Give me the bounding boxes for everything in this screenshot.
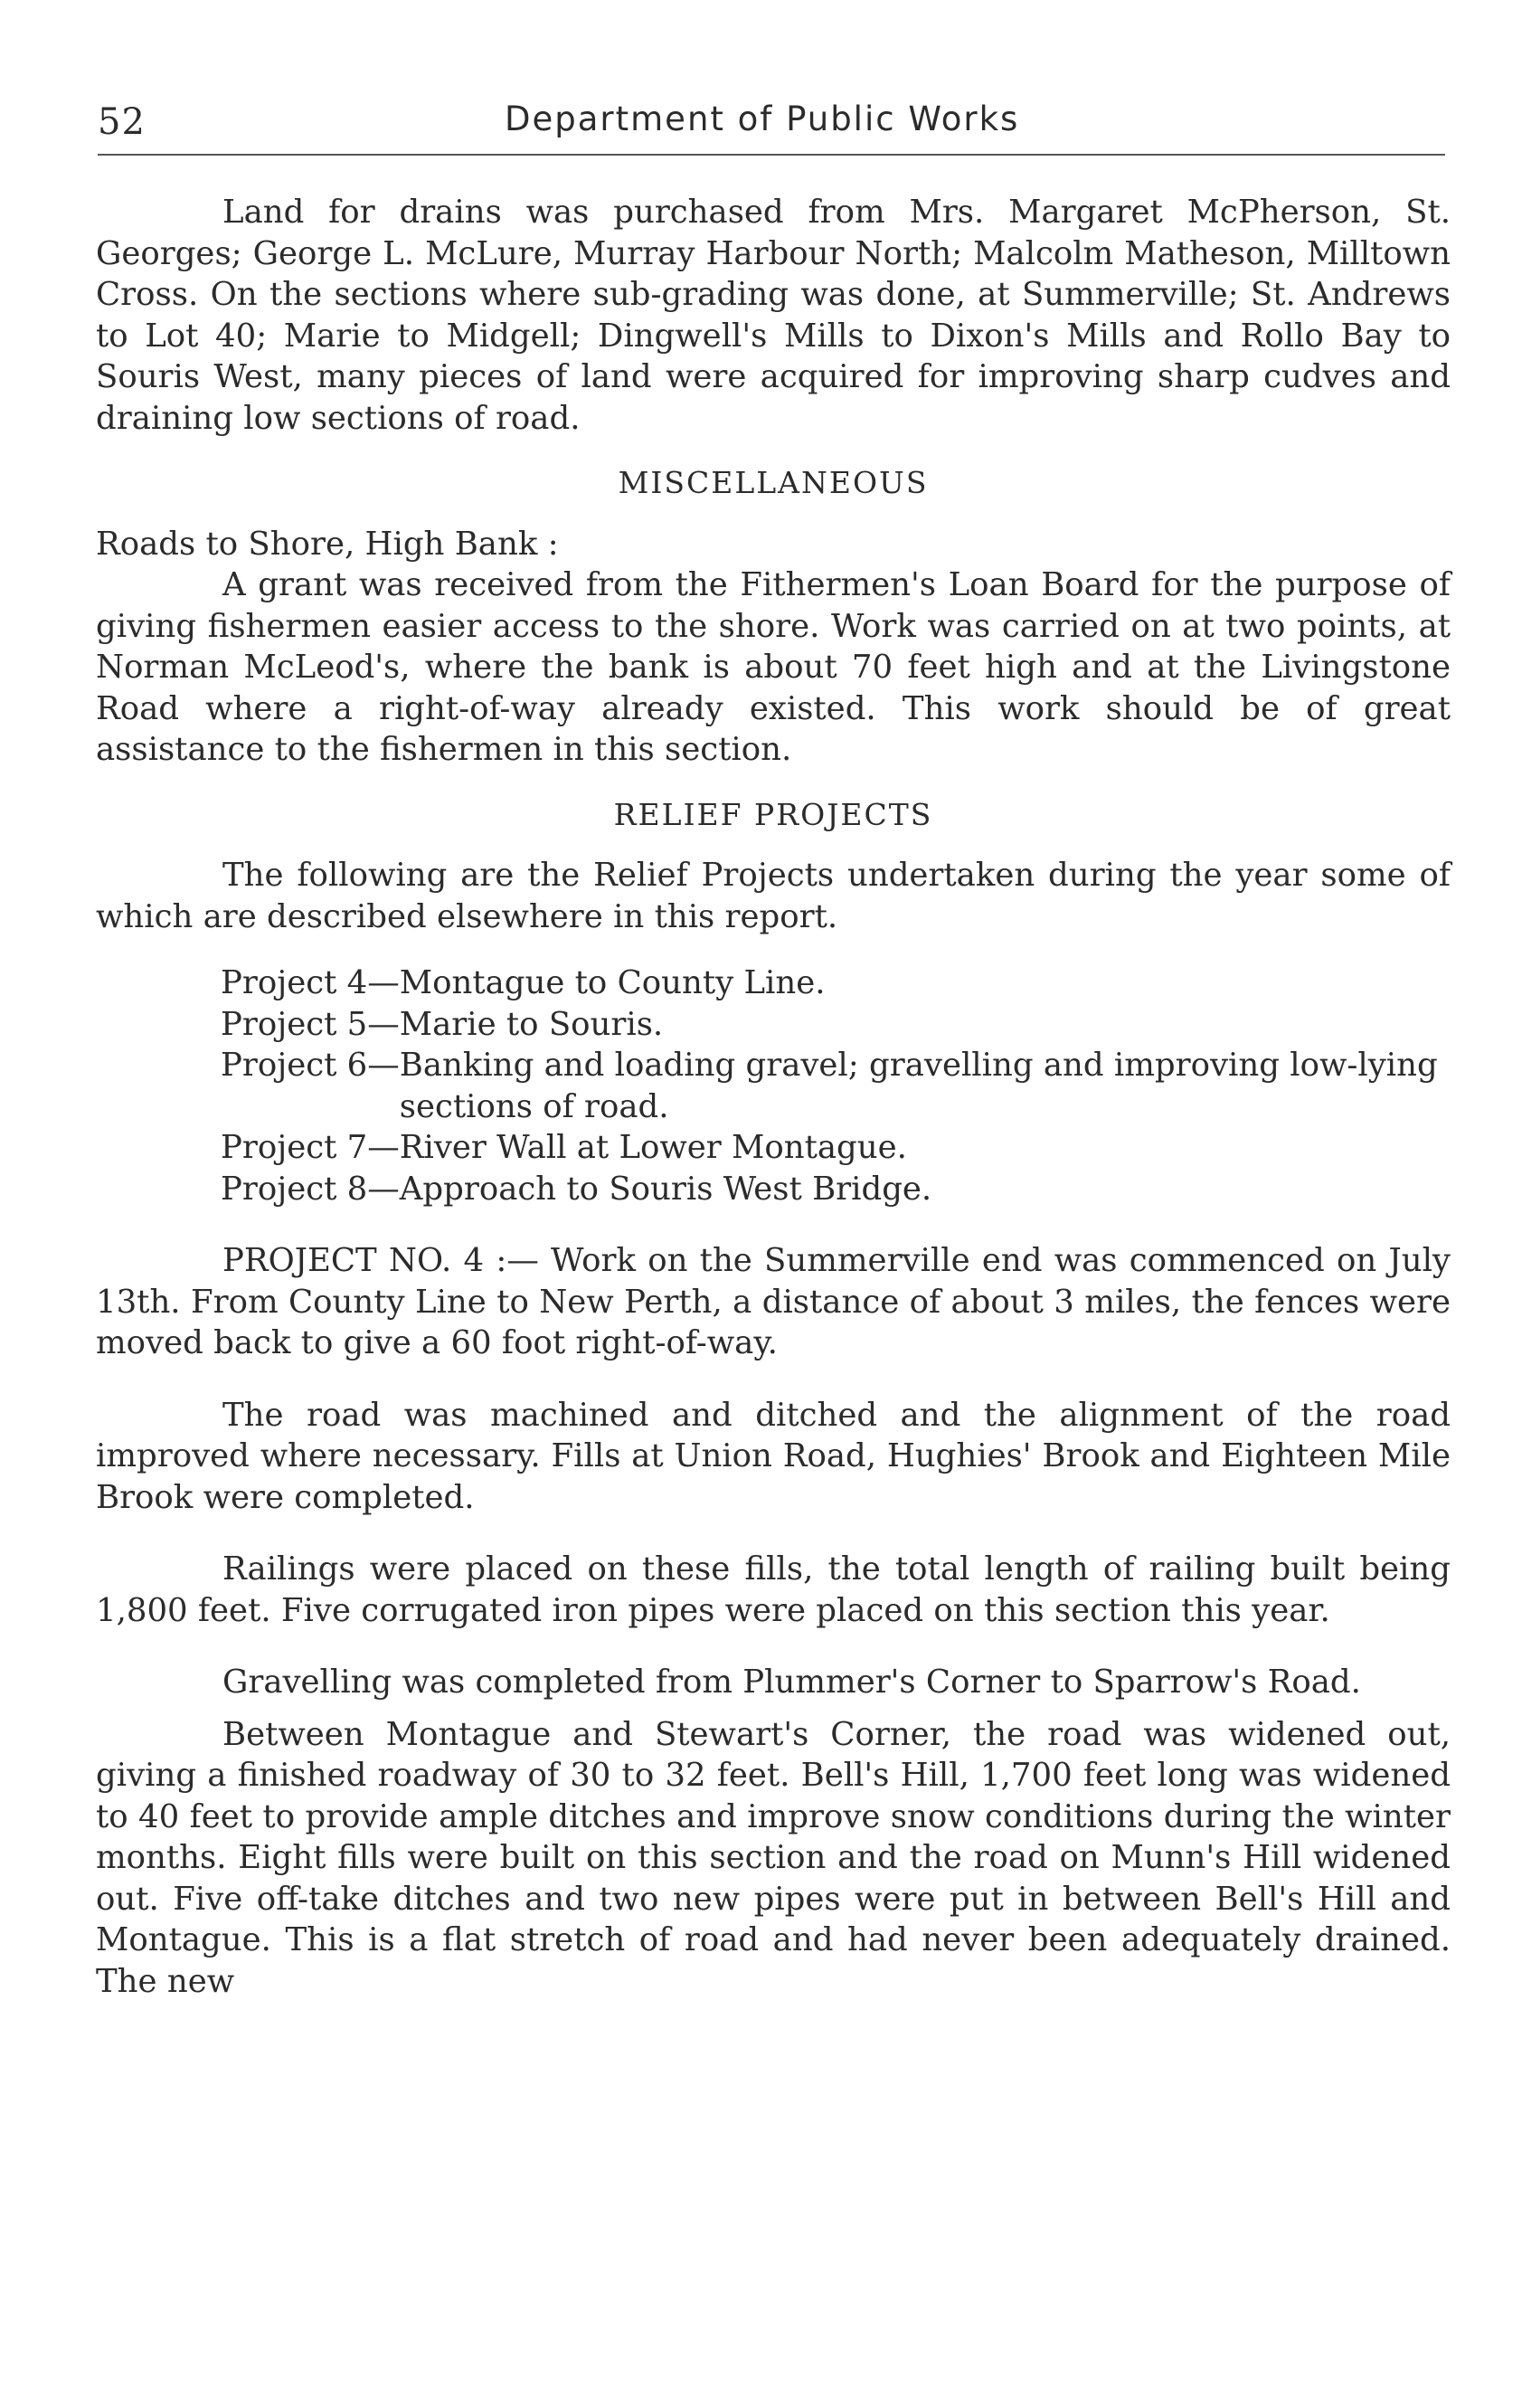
header-rule bbox=[98, 154, 1445, 156]
list-item bbox=[221, 1169, 1451, 1210]
project-description: Marie to Souris. bbox=[399, 1005, 664, 1043]
paragraph-land-for-drains: Land for drains was purchased from Mrs. Margaret McPherson, St. Georges; George L. McLure, Murray Harbour North; Malcolm Matheson, Milltown Cross. On the sections where sub-grading was done, at Summerville; St. Andrews to Lot 40; Marie to Midgell; Dingwell's Mills to Dixon's Mills and Rollo Bay to Souris West, many pieces of land were acquired for improving sharp cudves and draining low sections of road. bbox=[96, 194, 1451, 437]
project-description: Approach to Souris West Bridge. bbox=[399, 1170, 932, 1208]
project-label: Project 5— bbox=[221, 1005, 400, 1043]
project-label: Project 8— bbox=[221, 1170, 400, 1208]
list-item bbox=[221, 1045, 1451, 1127]
section-heading-miscellaneous: MISCELLANEOUS bbox=[618, 465, 929, 500]
project-description: Montague to County Line. bbox=[399, 964, 826, 1001]
list-item bbox=[221, 1127, 1451, 1169]
project-label: Project 4— bbox=[221, 964, 400, 1001]
list-item bbox=[221, 1004, 1451, 1046]
project-list bbox=[221, 962, 1451, 1209]
project-label: Project 6— bbox=[221, 1047, 400, 1084]
paragraph-railings: Railings were placed on these fills, the total length of railing built being 1,800 feet. Five corrugated iron pipes were placed on this section this year. bbox=[96, 1550, 1451, 1629]
list-item bbox=[221, 962, 1451, 1004]
project-description: Banking and loading gravel; gravelling and improving low-lying sections of road. bbox=[399, 1047, 1438, 1125]
paragraph-relief-intro: The following are the Relief Projects undertaken during the year some of which are described elsewhere in this report. bbox=[96, 857, 1451, 935]
subheading-roads-to-shore: Roads to Shore, High Bank : bbox=[96, 525, 559, 563]
paragraph-road-machined: The road was machined and ditched and the alignment of the road improved where necessary. Fills at Union Road, Hughies' Brook and Eighteen Mile Brook were completed. bbox=[96, 1396, 1451, 1516]
paragraph-montague-widening: Between Montague and Stewart's Corner, the road was widened out, giving a finished roadway of 30 to 32 feet. Bell's Hill, 1,700 feet long was widened to 40 feet to provide ample ditches and improve snow conditions during the winter months. Eight fills were built on this section and the road on Munn's Hill widened out. Five off-take ditches and two new pipes were put in between Bell's Hill and Montague. This is a flat stretch of road and had never been adequately drained. The new bbox=[96, 1715, 1451, 2000]
body-text bbox=[96, 192, 1451, 2002]
paragraph-gravelling: Gravelling was completed from Plummer's Corner to Sparrow's Road. bbox=[222, 1664, 1361, 1701]
running-title: Department of Public Works bbox=[505, 100, 1020, 138]
project-description: River Wall at Lower Montague. bbox=[399, 1129, 907, 1166]
paragraph-project-4: PROJECT NO. 4 :— Work on the Summerville end was commenced on July 13th. From County Line to New Perth, a distance of about 3 miles, the fences were moved back to give a 60 foot right-of-way. bbox=[96, 1242, 1451, 1361]
page-number: 52 bbox=[98, 101, 146, 143]
paragraph-fishermen-grant: A grant was received from the Fithermen's Loan Board for the purpose of giving fishermen easier access to the shore. Work was carried on at two points, at Norman McLeod's, where the bank is about 70 feet high and at the Livingstone Road where a right-of-way already existed. This work should be of great assistance to the fishermen in this section. bbox=[96, 566, 1451, 768]
project-label: Project 7— bbox=[221, 1129, 400, 1166]
page-header bbox=[98, 94, 1454, 148]
section-heading-relief-projects: RELIEF PROJECTS bbox=[613, 796, 933, 832]
